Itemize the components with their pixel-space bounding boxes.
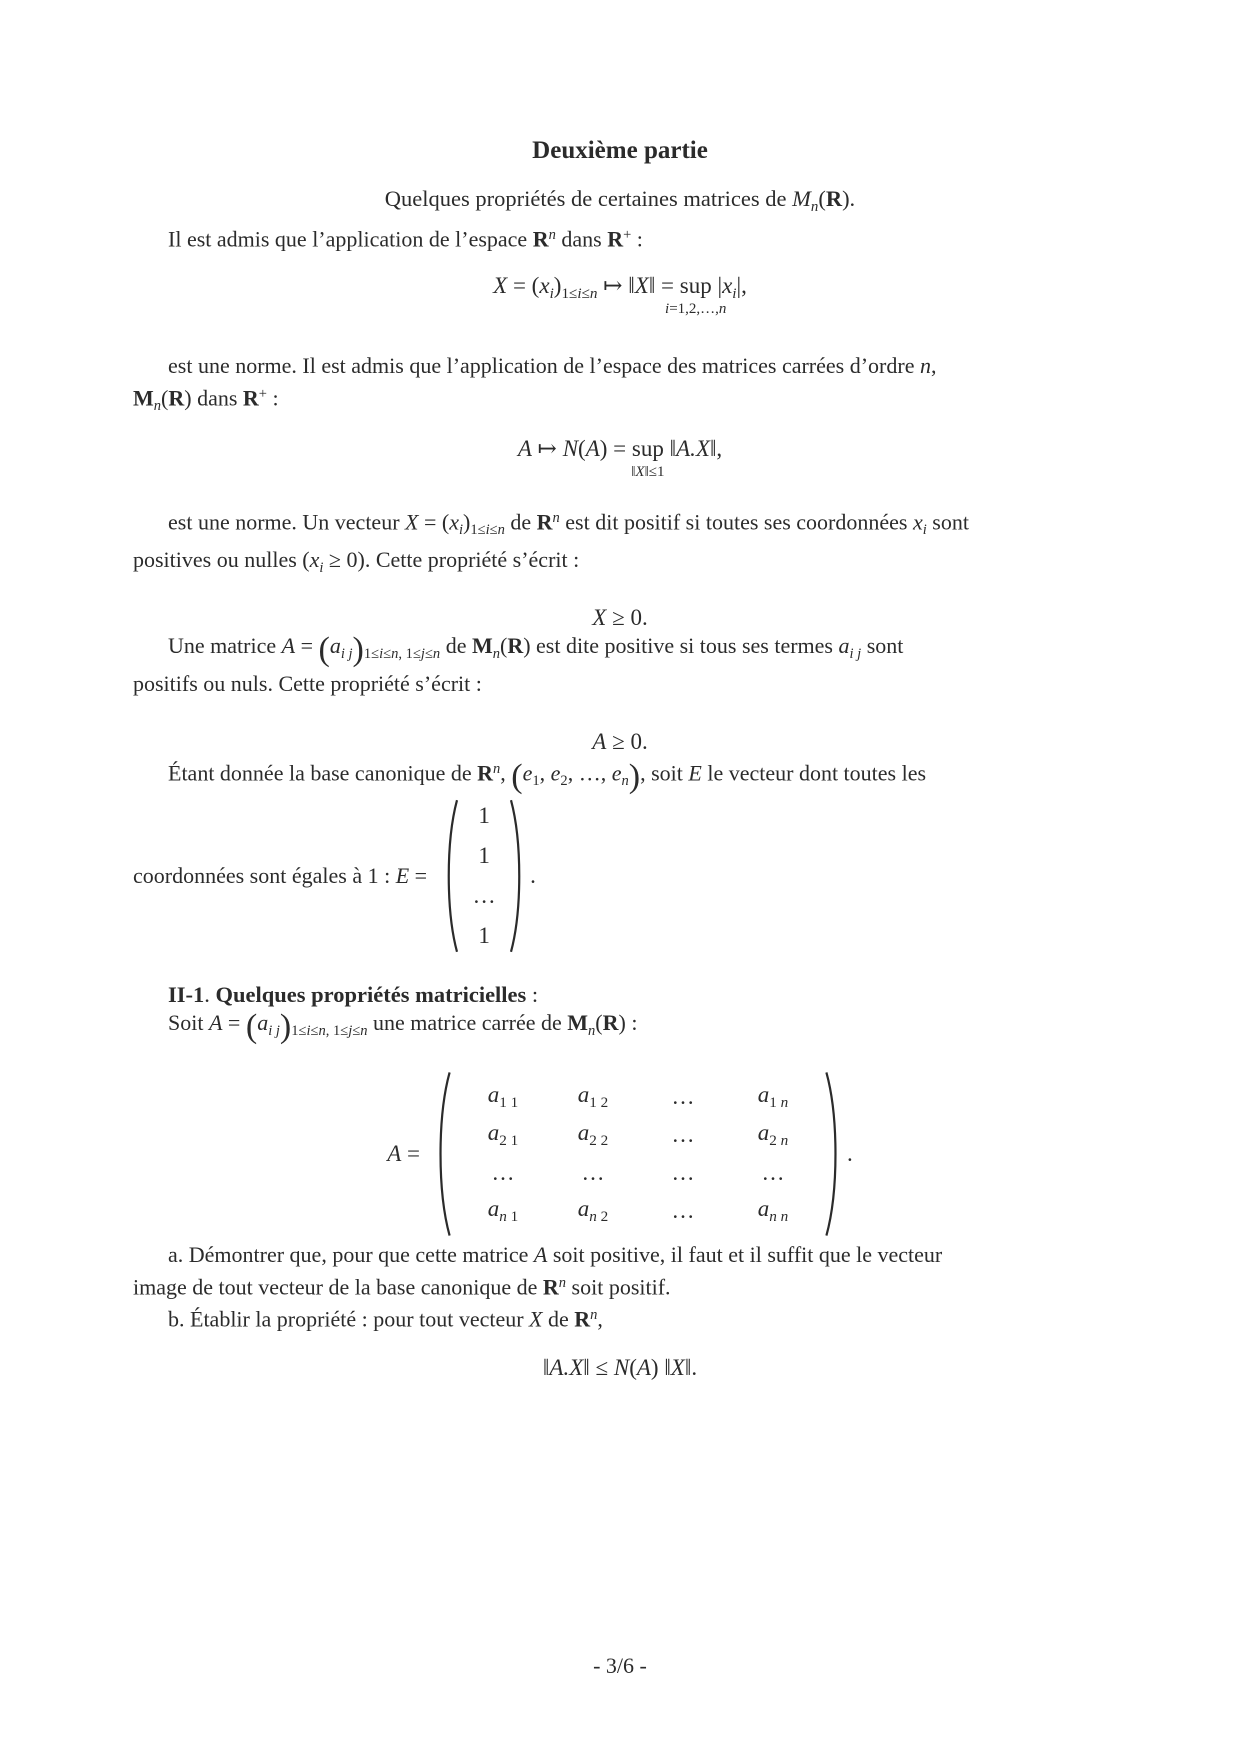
matrix-cell: $a_{n n}$ (757, 1195, 789, 1225)
page-subtitle: Quelques propriétés de certaines matrices de $M_n(R)$. (384, 186, 856, 215)
page-title: Deuxième partie (532, 137, 708, 164)
matrix-row (470, 1116, 806, 1154)
sup-condition: i=1,2,…,n (665, 301, 727, 318)
sup-operator: sup ‖X‖≤1 (631, 436, 665, 481)
matrix-grid (454, 1078, 822, 1230)
paragraph-canonical-basis: Étant donnée la base canonique de $R^n$, ($e_1$, $e_2$, …, $e_n$), soit E le vecteur dont toutes les (168, 757, 927, 795)
sup-operator: sup i=1,2,…,n (665, 273, 727, 318)
matrix-cell: $a_{2 2}$ (577, 1119, 609, 1149)
sentence-period: . (530, 862, 536, 888)
matrix-cell: … (491, 1159, 515, 1185)
right-paren (822, 1069, 844, 1239)
matrix-row (461, 836, 507, 876)
matrix-row (470, 1192, 806, 1230)
matrix-lhs: A = (387, 1140, 421, 1166)
formula-x-positive: X ≥ 0. (592, 604, 648, 630)
matrix-row (461, 796, 507, 836)
paragraph-matrix-norm: est une norme. Il est admis que l’application de l’espace des matrices carrées d’ordre n, $M_n(R)$ dans R+ : (133, 353, 937, 415)
matrix-row (470, 1078, 806, 1116)
matrix-cell: … (671, 1159, 695, 1185)
e-vector-definition (133, 796, 1107, 956)
matrix-row (470, 1154, 806, 1192)
left-paren (441, 797, 461, 955)
section-heading-ii1: II-1. Quelques propriétés matricielles : (168, 981, 539, 1007)
e-vector-label: coordonnées sont égales à 1 : E = (133, 862, 428, 888)
matrix-cell: … (671, 1121, 695, 1147)
matrix-cell: … (671, 1197, 695, 1223)
right-paren (507, 797, 527, 955)
formula-lhs: A ↦ N(A) = (517, 436, 632, 462)
matrix-cell: 1 (478, 922, 490, 948)
matrix-cell: … (581, 1159, 605, 1185)
matrix-a-definition (133, 1068, 1107, 1240)
formula-rhs: ‖A.X‖, (663, 436, 723, 462)
matrix-cell: $a_n$ $_1$ (487, 1195, 519, 1225)
matrix-cell: … (472, 882, 496, 908)
sup-condition: ‖X‖≤1 (631, 464, 665, 481)
matrix-cell: 1 (478, 842, 490, 868)
page-footer: - 3/6 - (593, 1653, 647, 1678)
formula-lhs: $X = (x_i)_{1\le i\le n}$ ↦ ‖X‖ = (493, 273, 680, 303)
matrix-cell: $a_{2 1}$ (487, 1119, 519, 1149)
matrix-row (461, 916, 507, 956)
matrix-cell: … (671, 1083, 695, 1109)
matrix-cell: 1 (478, 802, 490, 828)
matrix-cell: $a_2$ $_n$ (757, 1119, 789, 1149)
formula-rhs: $|x_i|$, (711, 273, 747, 303)
paragraph-norm-intro: Il est admis que l’application de l’espace $R^n$ dans R+ : (168, 226, 643, 252)
paragraph-soit-a: Soit $A = (a_{i j})_{1\le i\le n, 1\le j\le n}$ une matrice carrée de $M_n(R)$ : (168, 1007, 638, 1045)
paragraph-positive-matrix: Une matrice $A = (a_{i j})_{1\le i\le n, 1\le j\le n}$ de $M_n(R)$ est dite positive si tous ses termes $a_{i j}$ sont positifs ou nuls. Cette propriété s’écrit : (133, 630, 904, 696)
formula-a-positive: A ≥ 0. (592, 728, 648, 754)
formula-submultiplicative: ‖A.X‖ ≤ N(A) ‖X‖. (542, 1355, 698, 1381)
matrix-cell: $a_{1 2}$ (577, 1081, 609, 1111)
left-paren (432, 1069, 454, 1239)
matrix-cell: … (761, 1159, 785, 1185)
question-b: b. Établir la propriété : pour tout vecteur X de $R^n$, (168, 1306, 603, 1332)
paragraph-positive-vector: est une norme. Un vecteur $X = (x_i)_{1\le i\le n}$ de $R^n$ est dit positif si toutes ses coordonnées $x_i$ sont positives ou nulles $(x_i \ge 0)$. Cette propriété s’écrit : (133, 509, 969, 576)
question-a: a. Démontrer que, pour que cette matrice A soit positive, il faut et il suffit que le vecteur image de tout vecteur de la base canonique de $R^n$ soit positif. (133, 1241, 943, 1299)
matrix-row (461, 876, 507, 916)
matrix-cell: $a_{1 1}$ (487, 1081, 519, 1111)
matrix-cell: $a_n$ $_2$ (577, 1195, 609, 1225)
formula-vector-norm (133, 271, 1107, 318)
matrix-cell: $a_1$ $_n$ (757, 1081, 789, 1111)
e-vector-column (461, 796, 507, 956)
sentence-period: . (847, 1140, 853, 1166)
formula-matrix-norm (133, 434, 1107, 481)
